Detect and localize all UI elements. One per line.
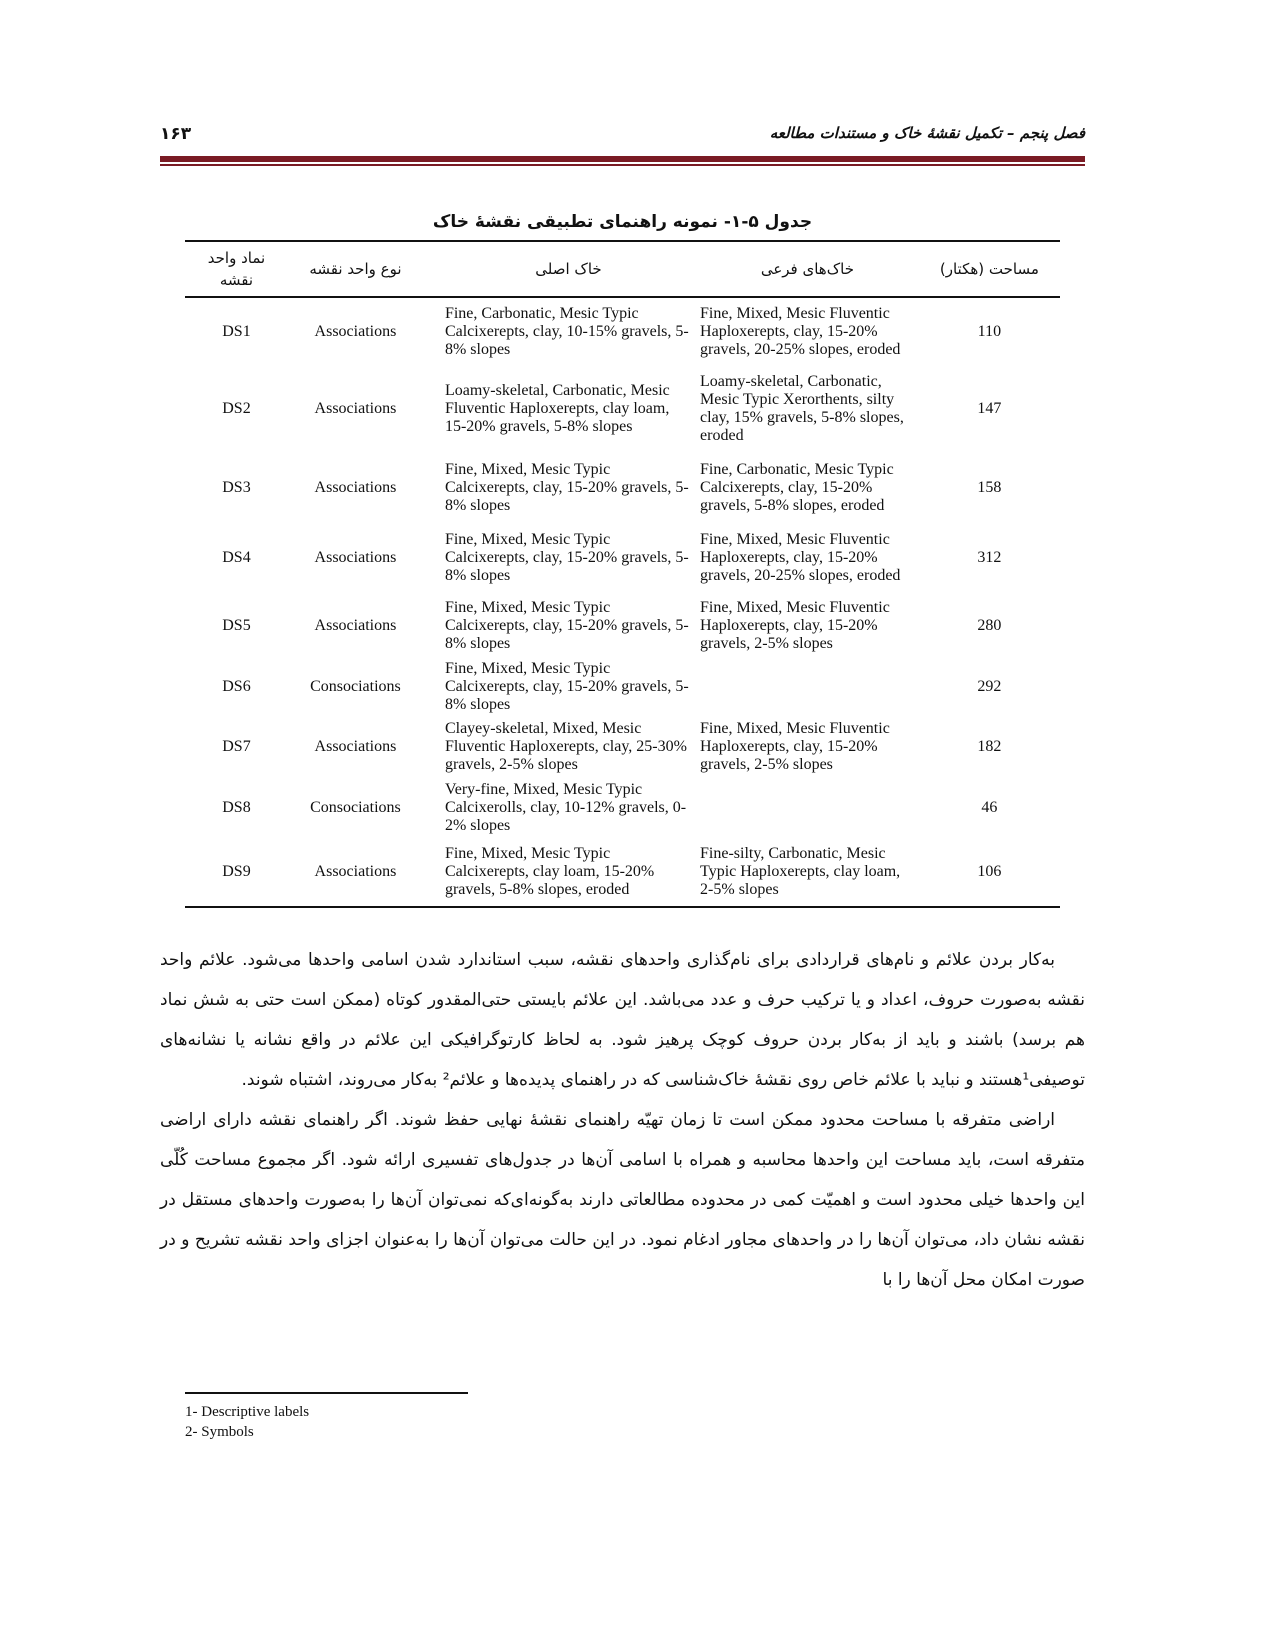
table-header-row (185, 241, 1060, 297)
cell-main-soil: Very-fine, Mixed, Mesic Typic Calcixerolls, clay, 10-12% gravels, 0-2% slopes (444, 781, 687, 834)
table-row (185, 523, 1060, 593)
header-sub-soils: خاک‌های فرعی (696, 241, 919, 297)
chapter-title: فصل پنجم – تکمیل نقشهٔ خاک و مستندات مطالعه (769, 124, 1085, 142)
cell-type: Consociations (310, 799, 401, 816)
cell-symbol: DS9 (185, 837, 288, 907)
cell-area: 280 (977, 617, 1002, 634)
cell-main-soil: Fine, Mixed, Mesic Typic Calcixerepts, clay, 15-20% gravels, 5-8% slopes (444, 461, 689, 514)
cell-type: Associations (314, 738, 397, 755)
cell-sub-soils: Fine, Mixed, Mesic Fluventic Haploxerepts, clay, 15-20% gravels, 20-25% slopes, eroded (700, 531, 901, 584)
cell-main-soil: Loamy-skeletal, Carbonatic, Mesic Fluventic Haploxerepts, clay loam, 15-20% gravels, 5-8% slopes (444, 382, 670, 435)
cell-type: Associations (288, 837, 423, 907)
page-header (160, 118, 1085, 158)
footnote-1: 1- Descriptive labels (185, 1404, 310, 1420)
cell-type: Consociations (310, 678, 401, 695)
cell-type: Associations (314, 400, 397, 417)
cell-sub-soils (696, 779, 919, 837)
cell-sub-soils: Fine, Mixed, Mesic Fluventic Haploxerepts, clay, 15-20% gravels, 20-25% slopes, eroded (700, 304, 901, 358)
paragraph-2: اراضی متفرقه با مساحت محدود ممکن است تا زمان تهیّه راهنمای نقشهٔ نهایی حفظ شوند. اگر راهنمای نقشه دارای اراضی متفرقه است، باید مساحت این واحدها محاسبه و همراه با اسامی آن‌ها در جدول‌های تفسیری ارائه شود. اگر مجموع مساحت کُلّی این واحدها خیلی محدود است و اهمیّت کمی در محدوده مطالعاتی دارند به‌گونه‌ای‌که نمی‌توان آن‌ها را به‌صورت واحدهای مستقل در نقشه نشان داد، می‌توان آن‌ها را در واحدهای مجاور ادغام نمود. در این حالت می‌توان آن‌ها را به‌عنوان اجزای واحد نقشه تشریح و در صورت امکان محل آن‌ها را با (160, 1110, 1085, 1290)
table-row (185, 659, 1060, 715)
cell-main-soil: Fine, Carbonatic, Mesic Typic Calcixerepts, clay, 10-15% gravels, 5-8% slopes (444, 304, 689, 358)
header-rule-thick (160, 156, 1085, 162)
cell-symbol: DS3 (222, 479, 251, 496)
cell-sub-soils: Fine, Mixed, Mesic Fluventic Haploxerepts, clay, 15-20% gravels, 2-5% slopes (700, 599, 890, 652)
cell-area: 182 (977, 738, 1002, 755)
table-row (185, 297, 1060, 365)
footnotes (185, 1402, 309, 1442)
cell-sub-soils: Loamy-skeletal, Carbonatic, Mesic Typic Xerorthents, silty clay, 15% gravels, 5-8% slopes, eroded (700, 373, 904, 444)
cell-type: Associations (314, 322, 397, 340)
body-text (160, 940, 1085, 1300)
cell-main-soil: Fine, Mixed, Mesic Typic Calcixerepts, clay, 15-20% gravels, 5-8% slopes (444, 531, 689, 584)
cell-area: 312 (977, 549, 1002, 566)
cell-type: Associations (314, 617, 397, 634)
page-number: ۱۶۳ (160, 124, 192, 144)
table-row (185, 453, 1060, 523)
table-row (185, 365, 1060, 453)
cell-main-soil: Fine, Mixed, Mesic Typic Calcixerepts, clay, 15-20% gravels, 5-8% slopes (444, 660, 689, 713)
cell-sub-soils: Fine, Mixed, Mesic Fluventic Haploxerepts, clay, 15-20% gravels, 2-5% slopes (700, 720, 890, 773)
cell-symbol: DS7 (222, 738, 251, 755)
cell-area: 46 (981, 799, 998, 816)
soil-map-legend-table (185, 240, 1060, 908)
cell-symbol: DS4 (222, 549, 251, 566)
cell-area: 292 (977, 678, 1002, 695)
cell-type: Associations (314, 549, 397, 566)
table-caption: جدول ۵-۱- نمونه راهنمای تطبیقی نقشهٔ خاک (432, 212, 813, 232)
cell-symbol: DS2 (222, 400, 251, 417)
header-symbol: نماد واحد نقشه (185, 241, 288, 297)
cell-area: 110 (977, 322, 1002, 340)
cell-area: 158 (977, 479, 1002, 496)
table-row (185, 715, 1060, 779)
cell-area: 106 (919, 837, 1060, 907)
table-row (185, 837, 1060, 907)
cell-main-soil: Fine, Mixed, Mesic Typic Calcixerepts, clay loam, 15-20% gravels, 5-8% slopes, eroded (423, 837, 696, 907)
footnote-rule (185, 1392, 468, 1394)
header-rule-thin (160, 164, 1085, 166)
cell-symbol: DS5 (222, 617, 251, 634)
cell-sub-soils (696, 659, 919, 715)
header-area: مساحت (هکتار) (919, 241, 1060, 297)
cell-symbol: DS1 (222, 322, 251, 340)
footnote-2: 2- Symbols (185, 1424, 254, 1440)
table-row (185, 593, 1060, 659)
cell-type: Associations (314, 479, 397, 496)
cell-sub-soils: Fine-silty, Carbonatic, Mesic Typic Haploxerepts, clay loam, 2-5% slopes (696, 837, 919, 907)
cell-symbol: DS8 (222, 799, 251, 816)
paragraph-1: به‌کار بردن علائم و نام‌های قراردادی برای نام‌گذاری واحدهای نقشه، سبب استاندارد شدن اسامی واحدها می‌شود. علائم واحد نقشه به‌صورت حروف، اعداد و یا ترکیب حرف و عدد می‌باشد. این علائم بایستی حتی‌المقدور کوتاه (ممکن است حتی به شش نماد هم برسد) باشند و باید از به‌کار بردن حروف کوچک پرهیز شود. به لحاظ کارتوگرافیکی این علائم در واقع نشانه یا نشانه‌های توصیفی¹هستند و نباید با علائم خاص روی نقشهٔ خاک‌شناسی که در راهنمای پدیده‌ها و علائم² به‌کار می‌روند، اشتباه شوند. (160, 950, 1085, 1090)
cell-symbol: DS6 (222, 678, 251, 695)
header-main-soil: خاک اصلی (423, 241, 696, 297)
cell-main-soil: Clayey-skeletal, Mixed, Mesic Fluventic Haploxerepts, clay, 25-30% gravels, 2-5% slopes (444, 720, 687, 773)
header-type: نوع واحد نقشه (288, 241, 423, 297)
table-row (185, 779, 1060, 837)
cell-sub-soils: Fine, Carbonatic, Mesic Typic Calcixerepts, clay, 15-20% gravels, 5-8% slopes, eroded (700, 461, 894, 514)
cell-area: 147 (977, 400, 1002, 417)
cell-main-soil: Fine, Mixed, Mesic Typic Calcixerepts, clay, 15-20% gravels, 5-8% slopes (444, 599, 689, 652)
